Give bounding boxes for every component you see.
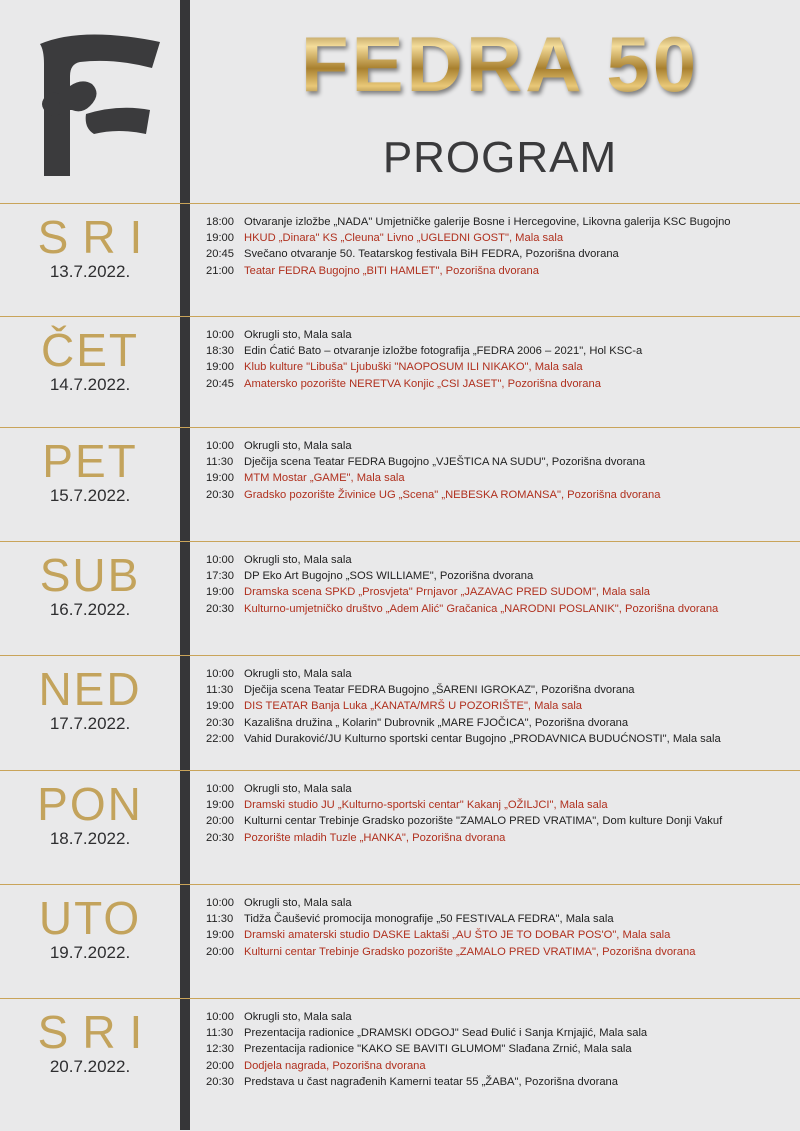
day-date: 16.7.2022.	[49, 600, 131, 619]
day-name: NED	[38, 663, 142, 715]
fedra-logo	[22, 24, 164, 184]
event-description: Amatersko pozorište NERETVA Konjic „CSI JASET", Pozorišna dvorana	[244, 377, 601, 390]
day-date: 14.7.2022.	[49, 375, 131, 394]
event-time: 10:00	[206, 897, 234, 909]
event-time: 20:45	[206, 377, 234, 390]
event-item	[206, 438, 796, 454]
event-list	[206, 552, 796, 617]
event-item	[206, 584, 796, 600]
event-list	[206, 666, 796, 747]
event-time: 19:00	[206, 799, 234, 812]
event-description: Okrugli sto, Mala sala	[244, 554, 352, 566]
day-name: ČET	[41, 324, 139, 376]
event-time: 18:00	[206, 216, 234, 228]
event-time: 17:30	[206, 570, 234, 583]
event-list	[206, 214, 796, 279]
event-description: Okrugli sto, Mala sala	[244, 897, 352, 909]
event-item	[206, 487, 796, 503]
day-name: SRI	[37, 211, 157, 263]
event-item	[206, 568, 796, 584]
event-description: Prezentacija radionice „DRAMSKI ODGOJ" Sead Đulić i Sanja Krnjajić, Mala sala	[244, 1027, 648, 1040]
day-block	[0, 541, 800, 656]
event-description: Svečano otvaranje 50. Teatarskog festivala BiH FEDRA, Pozorišna dvorana	[244, 248, 619, 261]
event-time: 22:00	[206, 732, 234, 745]
event-item	[206, 731, 796, 747]
event-description: Klub kulture "Libuša" Ljubuški "NAOPOSUM ILI NIKAKO", Mala sala	[244, 361, 583, 374]
event-item	[206, 359, 796, 375]
day-date: 17.7.2022.	[49, 714, 131, 733]
event-list	[206, 781, 796, 846]
event-description: Okrugli sto, Mala sala	[244, 1011, 352, 1023]
event-item	[206, 813, 796, 829]
event-time: 10:00	[206, 783, 234, 795]
day-label	[0, 317, 180, 395]
event-description: Pozorište mladih Tuzle „HANKA", Pozorišna dvorana	[244, 831, 506, 844]
event-description: Kulturni centar Trebinje Gradsko pozorište „ZAMALO PRED VRATIMA", Pozorišna dvorana	[244, 945, 696, 958]
event-time: 10:00	[206, 1011, 234, 1023]
event-time: 12:30	[206, 1043, 234, 1056]
day-block	[0, 655, 800, 771]
event-time: 21:00	[206, 264, 234, 277]
event-time: 20:30	[206, 488, 234, 501]
event-description: Tidža Čaušević promocija monografije „50 FESTIVALA FEDRA", Mala sala	[244, 913, 614, 926]
event-item	[206, 230, 796, 246]
event-item	[206, 944, 796, 960]
event-description: Predstava u čast nagrađenih Kamerni teatar 55 „ŽABA", Pozorišna dvorana	[244, 1075, 618, 1088]
event-time: 19:00	[206, 700, 234, 713]
day-label	[0, 656, 180, 734]
day-name: SUB	[39, 549, 141, 601]
event-item	[206, 666, 796, 682]
day-name: PON	[37, 778, 143, 830]
event-time: 10:00	[206, 440, 234, 452]
day-block	[0, 203, 800, 317]
event-description: Prezentacija radionice "KAKO SE BAVITI GLUMOM" Slađana Zrnić, Mala sala	[244, 1043, 632, 1056]
event-time: 20:30	[206, 831, 234, 844]
day-label	[0, 542, 180, 620]
event-time: 20:30	[206, 602, 234, 615]
day-block	[0, 316, 800, 428]
event-list	[206, 327, 796, 392]
day-date: 15.7.2022.	[49, 486, 131, 505]
event-time: 20:30	[206, 716, 234, 729]
event-item	[206, 214, 796, 230]
day-name: SRI	[37, 1006, 157, 1058]
day-block	[0, 427, 800, 542]
event-item	[206, 343, 796, 359]
event-item	[206, 376, 796, 392]
event-description: Okrugli sto, Mala sala	[244, 668, 352, 680]
event-item	[206, 263, 796, 279]
event-item	[206, 698, 796, 714]
event-time: 19:00	[206, 929, 234, 942]
event-item	[206, 1058, 796, 1074]
event-description: Dramski studio JU „Kulturno-sportski centar" Kakanj „OŽILJCI", Mala sala	[244, 799, 608, 812]
event-description: Dječija scena Teatar FEDRA Bugojno „ŠARENI IGROKAZ", Pozorišna dvorana	[244, 684, 635, 697]
event-description: DP Eko Art Bugojno „SOS WILLIAME", Pozorišna dvorana	[244, 570, 534, 583]
day-block	[0, 884, 800, 999]
event-item	[206, 927, 796, 943]
event-item	[206, 1074, 796, 1090]
event-description: Otvaranje izložbe „NADA" Umjetničke galerije Bosne i Hercegovine, Likovna galerija KSC Bugojno	[244, 216, 731, 228]
event-item	[206, 470, 796, 486]
event-item	[206, 781, 796, 797]
event-item	[206, 895, 796, 911]
day-block	[0, 998, 800, 1131]
event-list	[206, 438, 796, 503]
event-description: Dramska scena SPKD „Prosvjeta" Prnjavor „JAZAVAC PRED SUDOM", Mala sala	[244, 586, 651, 599]
day-label	[0, 428, 180, 506]
event-time: 10:00	[206, 329, 234, 341]
event-item	[206, 797, 796, 813]
event-description: Okrugli sto, Mala sala	[244, 440, 352, 452]
event-description: Dječija scena Teatar FEDRA Bugojno „VJEŠTICA NA SUDU", Pozorišna dvorana	[244, 456, 646, 469]
event-item	[206, 601, 796, 617]
event-time: 20:30	[206, 1075, 234, 1088]
event-time: 20:00	[206, 1059, 234, 1072]
day-date: 13.7.2022.	[49, 262, 131, 281]
event-time: 10:00	[206, 668, 234, 680]
day-date: 18.7.2022.	[49, 829, 131, 848]
event-time: 19:00	[206, 361, 234, 374]
event-description: Gradsko pozorište Živinice UG „Scena" „NEBESKA ROMANSA", Pozorišna dvorana	[244, 488, 661, 501]
day-label	[0, 999, 180, 1077]
event-description: Kulturni centar Trebinje Gradsko pozorište "ZAMALO PRED VRATIMA", Dom kulture Donji Vakuf	[244, 815, 723, 828]
event-description: Dramski amaterski studio DASKE Laktaši „AU ŠTO JE TO DOBAR POS'O", Mala sala	[244, 929, 671, 942]
event-item	[206, 552, 796, 568]
event-item	[206, 327, 796, 343]
event-description: Dodjela nagrada, Pozorišna dvorana	[244, 1059, 426, 1072]
page-subtitle: PROGRAM	[382, 133, 618, 182]
event-time: 18:30	[206, 345, 234, 358]
event-time: 20:00	[206, 945, 234, 958]
event-description: Okrugli sto, Mala sala	[244, 329, 352, 341]
event-time: 20:00	[206, 815, 234, 828]
event-time: 19:00	[206, 586, 234, 599]
event-time: 19:00	[206, 472, 234, 485]
event-time: 11:30	[206, 913, 234, 926]
event-time: 19:00	[206, 232, 234, 245]
event-list	[206, 1009, 796, 1090]
day-label	[0, 771, 180, 849]
event-description: Okrugli sto, Mala sala	[244, 783, 352, 795]
event-time: 11:30	[206, 1027, 234, 1040]
day-name: PET	[42, 435, 138, 487]
event-description: DIS TEATAR Banja Luka „KANATA/MRŠ U POZORIŠTE", Mala sala	[244, 700, 583, 713]
event-time: 11:30	[206, 684, 234, 697]
event-description: Edin Ćatić Bato – otvaranje izložbe fotografija „FEDRA 2006 – 2021", Hol KSC-a	[244, 345, 643, 358]
event-time: 11:30	[206, 456, 234, 469]
event-time: 20:45	[206, 248, 234, 261]
event-item	[206, 830, 796, 846]
day-label	[0, 204, 180, 282]
event-item	[206, 246, 796, 262]
event-item	[206, 682, 796, 698]
event-description: Kazališna družina „ Kolarin" Dubrovnik „MARE FJOČICA", Pozorišna dvorana	[244, 716, 629, 729]
event-description: Kulturno-umjetničko društvo „Adem Alić" Gračanica „NARODNI POSLANIK", Pozorišna dvorana	[244, 602, 719, 615]
event-description: HKUD „Dinara" KS „Cleuna" Livno „UGLEDNI GOST", Mala sala	[244, 232, 564, 245]
day-date: 20.7.2022.	[49, 1057, 131, 1076]
event-item	[206, 1009, 796, 1025]
day-block	[0, 770, 800, 885]
event-description: Vahid Duraković/JU Kulturno sportski centar Bugojno „PRODAVNICA BUDUĆNOSTI", Mala sala	[244, 732, 721, 745]
event-item	[206, 1025, 796, 1041]
event-item	[206, 715, 796, 731]
event-item	[206, 911, 796, 927]
event-time: 10:00	[206, 554, 234, 566]
event-description: Teatar FEDRA Bugojno „BITI HAMLET", Pozorišna dvorana	[244, 264, 539, 277]
event-item	[206, 454, 796, 470]
event-item	[206, 1041, 796, 1057]
event-list	[206, 895, 796, 960]
day-name: UTO	[38, 892, 142, 944]
day-date: 19.7.2022.	[49, 943, 131, 962]
day-label	[0, 885, 180, 963]
event-description: MTM Mostar „GAME", Mala sala	[244, 472, 405, 485]
page-title: FEDRA 50	[280, 20, 720, 108]
